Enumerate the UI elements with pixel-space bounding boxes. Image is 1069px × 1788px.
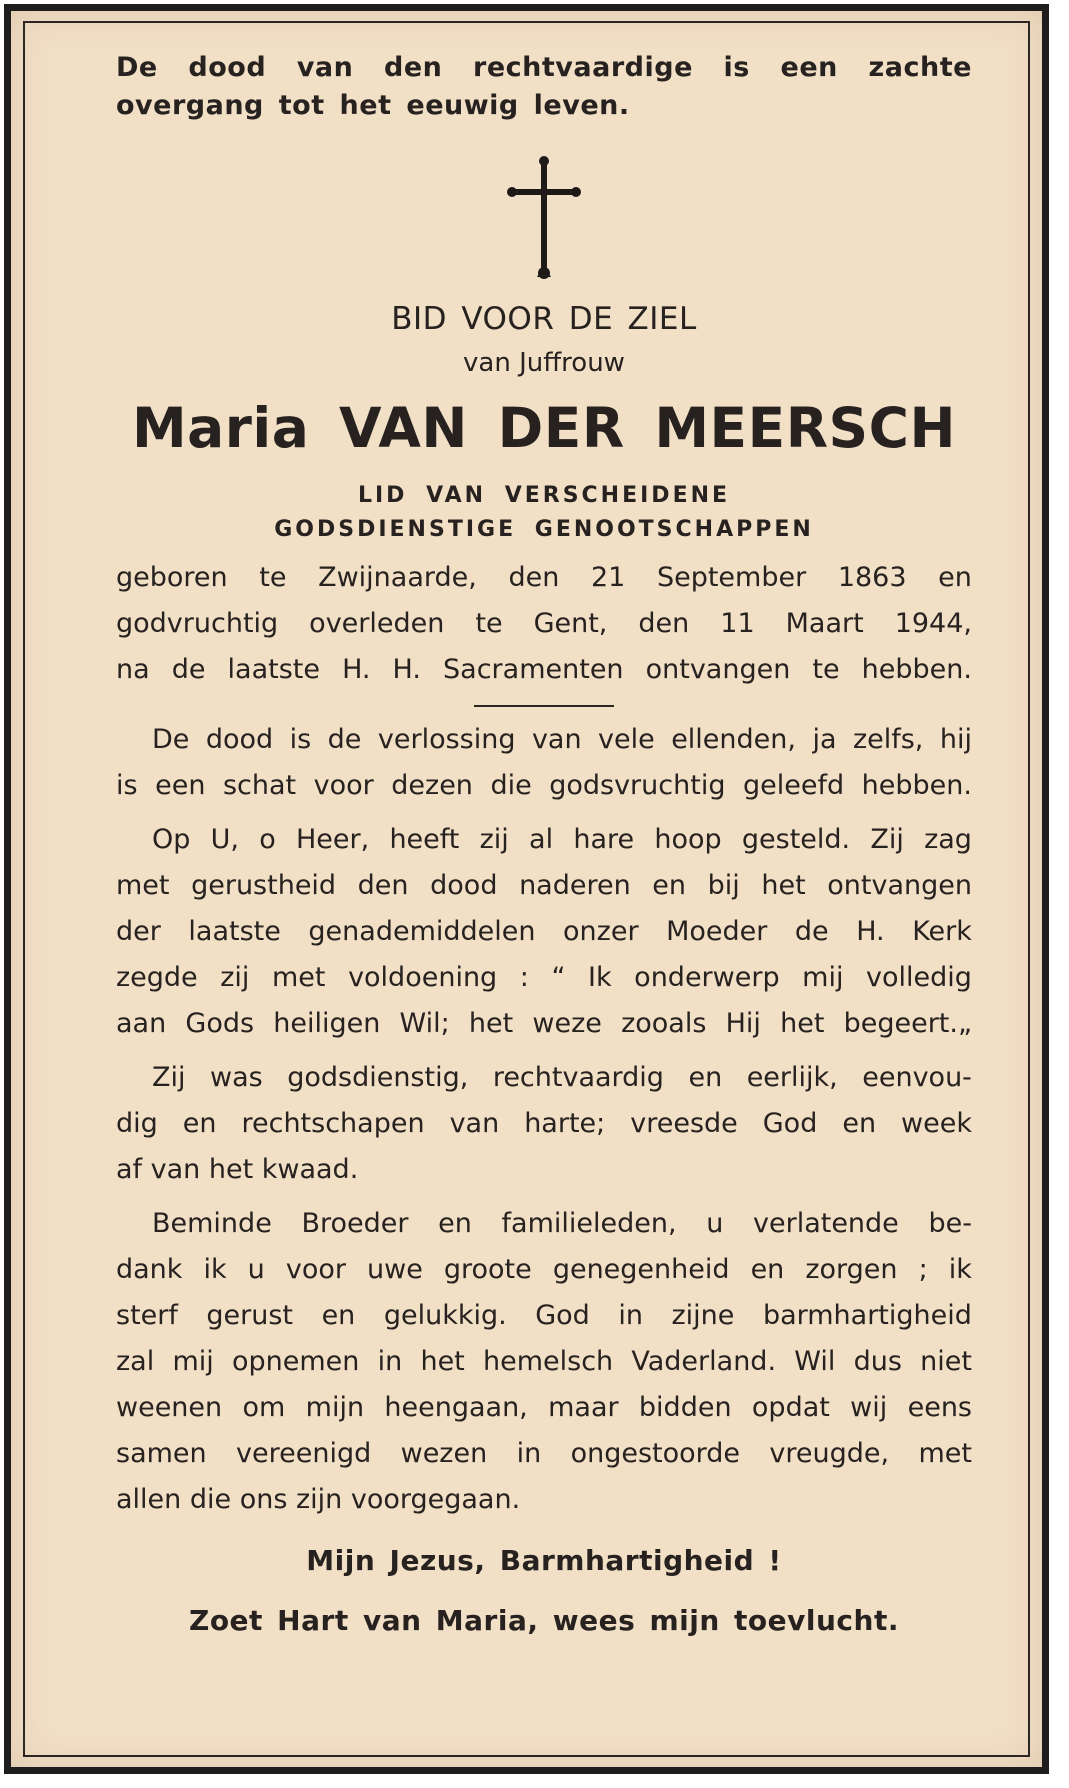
paragraph-line	[116, 1247, 972, 1293]
paragraph-line-text	[152, 717, 972, 763]
word: begeert.„	[843, 1008, 972, 1039]
word: weenen	[116, 1392, 223, 1423]
word: dus	[853, 1346, 902, 1377]
paragraph-4	[116, 1201, 972, 1523]
word: het	[420, 1346, 465, 1377]
word: ja	[812, 724, 837, 755]
word: verlossing	[377, 724, 516, 755]
word: Wil	[794, 1346, 836, 1377]
paragraph-1	[116, 717, 972, 809]
paragraph-line-text	[116, 1385, 972, 1431]
word: van	[296, 52, 354, 83]
word: vereenigd	[236, 1438, 372, 1469]
word: in	[377, 1346, 403, 1377]
word: het	[780, 1008, 825, 1039]
word: dood	[430, 870, 498, 901]
word: een	[155, 770, 206, 801]
word: dood	[188, 52, 267, 83]
motto	[116, 49, 972, 125]
word: hoop	[654, 824, 722, 855]
word: is	[116, 770, 138, 801]
word: en	[842, 1108, 877, 1139]
word: een	[780, 52, 838, 83]
word: en	[688, 1062, 723, 1093]
word: met	[918, 1438, 972, 1469]
word: geboren	[116, 562, 228, 593]
deceased-name: Maria VAN DER MEERSCH	[131, 396, 957, 460]
memorial-card	[4, 4, 1049, 1774]
word: zal	[116, 1346, 155, 1377]
paragraph-line-text	[116, 1247, 972, 1293]
word: verlatende	[753, 1208, 899, 1239]
word: heengaan,	[384, 1392, 528, 1423]
word: mijn	[305, 1392, 365, 1423]
word: ontvangen	[827, 870, 972, 901]
word: be-	[928, 1208, 972, 1239]
word: uwe	[367, 1254, 423, 1285]
word: de	[327, 724, 362, 755]
word: Beminde	[152, 1208, 272, 1239]
word: dezen	[391, 770, 473, 801]
word: 1944,	[894, 608, 972, 639]
word: sterf	[116, 1300, 178, 1331]
word: godsvruchtig	[549, 770, 726, 801]
paragraph-line	[116, 909, 972, 955]
word: den	[508, 562, 560, 593]
word: harte;	[524, 1108, 606, 1139]
word: wezen	[400, 1438, 488, 1469]
word: om	[242, 1392, 286, 1423]
word: 11	[720, 608, 755, 639]
word: hebben.	[861, 770, 972, 801]
word: voor	[285, 1254, 346, 1285]
word: H.	[342, 654, 371, 685]
word: die	[490, 770, 532, 801]
paragraph-line	[116, 763, 972, 809]
word: God	[535, 1300, 590, 1331]
birth-line-text	[116, 647, 972, 693]
word: gerust	[206, 1300, 294, 1331]
word: voor	[313, 770, 374, 801]
word: zag	[924, 824, 972, 855]
word: gesteld.	[741, 824, 851, 855]
word: groote	[443, 1254, 532, 1285]
paragraph-line-text	[116, 1001, 972, 1047]
word: Broeder	[301, 1208, 409, 1239]
word: en	[938, 562, 972, 593]
word: den	[384, 52, 443, 83]
word: onderwerp	[634, 962, 780, 993]
word: H.	[856, 916, 885, 947]
word: Hij	[725, 1008, 761, 1039]
closing-prayer-1: Mijn Jezus, Barmhartigheid !	[306, 1544, 782, 1577]
word: met	[116, 870, 170, 901]
paragraph-line-text	[116, 763, 972, 809]
word: rechtvaardige	[473, 52, 693, 83]
word: rechtvaardig	[492, 1062, 664, 1093]
word: Ik	[588, 962, 612, 993]
word: weze	[532, 1008, 602, 1039]
word: zegde	[116, 962, 198, 993]
word: overleden	[309, 608, 445, 639]
word: Zij	[152, 1062, 186, 1093]
word: te	[475, 608, 503, 639]
word: godsdienstig,	[287, 1062, 469, 1093]
word: laatste	[188, 916, 281, 947]
word: Zij	[870, 824, 904, 855]
word: Wil;	[399, 1008, 450, 1039]
word: met	[272, 962, 326, 993]
paragraph-line-text	[116, 1431, 972, 1477]
word: mij	[802, 962, 844, 993]
word: het	[761, 870, 806, 901]
paragraph-3	[116, 1055, 972, 1193]
word: bidden	[638, 1392, 732, 1423]
word: van	[449, 1108, 500, 1139]
word: zelfs,	[852, 724, 924, 755]
word: ongestoorde	[570, 1438, 741, 1469]
paragraph-line-text	[116, 1293, 972, 1339]
word: en	[182, 1108, 217, 1139]
word: Gods	[185, 1008, 255, 1039]
word: dig	[116, 1108, 158, 1139]
word: geleefd	[742, 770, 845, 801]
paragraph-line-text	[116, 955, 972, 1001]
word: den	[357, 870, 409, 901]
word: den	[638, 608, 690, 639]
word: opnemen	[231, 1346, 360, 1377]
word: aan	[116, 1008, 167, 1039]
paragraph-line	[116, 1201, 972, 1247]
word: zij	[479, 824, 509, 855]
word: gerustheid	[191, 870, 337, 901]
word: en	[321, 1300, 356, 1331]
paragraph-line	[116, 817, 972, 863]
word: H.	[392, 654, 421, 685]
word: opdat	[751, 1392, 830, 1423]
paragraph-line-text	[116, 1339, 972, 1385]
paragraph-line-text	[116, 863, 972, 909]
word: vele	[598, 724, 655, 755]
word: onzer	[563, 916, 639, 947]
word: genademiddelen	[308, 916, 536, 947]
word: genegenheid	[552, 1254, 730, 1285]
birth-line	[116, 601, 972, 647]
word: en	[750, 1254, 785, 1285]
divider	[474, 705, 614, 707]
birth-line	[116, 647, 972, 693]
word: September	[656, 562, 807, 593]
word: zachte	[868, 52, 972, 83]
word: ik	[948, 1254, 972, 1285]
paragraph-line-text	[116, 1101, 972, 1147]
word: der	[116, 916, 161, 947]
word: o	[259, 824, 276, 855]
word: eerlijk,	[746, 1062, 838, 1093]
word: was	[210, 1062, 263, 1093]
word: dood	[205, 724, 274, 755]
word: U,	[210, 824, 239, 855]
word: heeft	[389, 824, 460, 855]
paragraph-line: af van het kwaad.	[116, 1154, 359, 1185]
word: ik	[203, 1254, 227, 1285]
word: wij	[850, 1392, 888, 1423]
paragraph-line	[116, 1293, 972, 1339]
word: Op	[152, 824, 191, 855]
society-membership	[116, 479, 972, 547]
birth-line-text	[116, 555, 972, 601]
word: voldoening	[348, 962, 498, 993]
word: de	[794, 916, 829, 947]
birth-line-text	[116, 601, 972, 647]
paragraph-line	[116, 955, 972, 1001]
word: na	[116, 654, 150, 685]
word: en	[438, 1208, 472, 1239]
word: is	[289, 724, 312, 755]
word: barmhartigheid	[762, 1300, 972, 1331]
word: Kerk	[912, 916, 972, 947]
word: maar	[548, 1392, 619, 1423]
word: 1863	[837, 562, 907, 593]
word: zijne	[671, 1300, 735, 1331]
word: Zwijnaarde,	[318, 562, 477, 593]
word: De	[116, 52, 158, 83]
word: Maart	[785, 608, 864, 639]
paragraph-line	[116, 1339, 972, 1385]
word: in	[618, 1300, 643, 1331]
word: heiligen	[273, 1008, 381, 1039]
word: te	[812, 654, 840, 685]
paragraph-line	[116, 1055, 972, 1101]
word: schat	[222, 770, 297, 801]
word: Moeder	[666, 916, 768, 947]
birth-death-details	[116, 555, 972, 693]
paragraph-line: allen die ons zijn voorgegaan.	[116, 1484, 521, 1515]
paragraph-line-text	[152, 817, 972, 863]
word: al	[529, 824, 554, 855]
paragraph-line	[116, 863, 972, 909]
word: van	[531, 724, 582, 755]
cross-icon	[504, 155, 584, 279]
word: godvruchtig	[116, 608, 279, 639]
paragraph-line-text	[116, 909, 972, 955]
word: Sacramenten	[443, 654, 624, 685]
word: in	[516, 1438, 542, 1469]
word: is	[723, 52, 750, 83]
word: 21	[590, 562, 626, 593]
word: De	[152, 724, 190, 755]
card-content	[116, 49, 972, 1641]
word: volledig	[866, 962, 972, 993]
society-line: LID VAN VERSCHEIDENE	[357, 483, 731, 508]
word: naderen	[519, 870, 631, 901]
word: laatste	[227, 654, 320, 685]
word: de	[171, 654, 206, 685]
word: vreesde	[630, 1108, 738, 1139]
title-prefix: van Juffrouw	[463, 348, 625, 378]
word: samen	[116, 1438, 207, 1469]
word: te	[259, 562, 287, 593]
paragraph-line	[116, 1431, 972, 1477]
word: ellenden,	[671, 724, 796, 755]
word: bij	[707, 870, 740, 901]
paragraph-line	[116, 1001, 972, 1047]
word: gelukkig.	[383, 1300, 507, 1331]
word: eens	[907, 1392, 972, 1423]
paragraph-line	[116, 717, 972, 763]
word: hare	[573, 824, 635, 855]
word: mij	[172, 1346, 214, 1377]
word: dank	[116, 1254, 183, 1285]
word: eenvou-	[862, 1062, 972, 1093]
word: vreugde,	[769, 1438, 890, 1469]
paragraph-line-text	[152, 1201, 972, 1247]
word: niet	[920, 1346, 972, 1377]
word: zorgen	[805, 1254, 898, 1285]
word: God	[762, 1108, 818, 1139]
motto-line: overgang tot het eeuwig leven.	[116, 90, 630, 121]
word: Vaderland.	[631, 1346, 777, 1377]
closing-prayer-2: Zoet Hart van Maria, wees mijn toevlucht.	[189, 1604, 899, 1637]
word: het	[468, 1008, 514, 1039]
birth-line	[116, 555, 972, 601]
word: ;	[918, 1254, 928, 1285]
word: zooals	[621, 1008, 707, 1039]
word: en	[652, 870, 687, 901]
paragraph-line	[116, 1385, 972, 1431]
word: week	[901, 1108, 972, 1139]
word: Gent,	[533, 608, 608, 639]
word: ontvangen	[645, 654, 791, 685]
word: u	[706, 1208, 724, 1239]
paragraph-2	[116, 817, 972, 1047]
word: hebben.	[861, 654, 972, 685]
word: hij	[939, 724, 972, 755]
motto-line-text	[116, 49, 972, 87]
word: familieleden,	[501, 1208, 677, 1239]
word: u	[247, 1254, 265, 1285]
society-line: GODSDIENSTIGE GENOOTSCHAPPEN	[274, 517, 814, 542]
prayer-heading: BID VOOR DE ZIEL	[391, 301, 697, 337]
word: :	[519, 962, 529, 993]
word: zij	[220, 962, 250, 993]
paragraph-line	[116, 1101, 972, 1147]
word: rechtschapen	[241, 1108, 425, 1139]
word: Heer,	[295, 824, 370, 855]
paragraph-line-text	[152, 1055, 972, 1101]
word: “	[551, 962, 566, 993]
motto-line	[116, 49, 972, 87]
word: hemelsch	[482, 1346, 614, 1377]
